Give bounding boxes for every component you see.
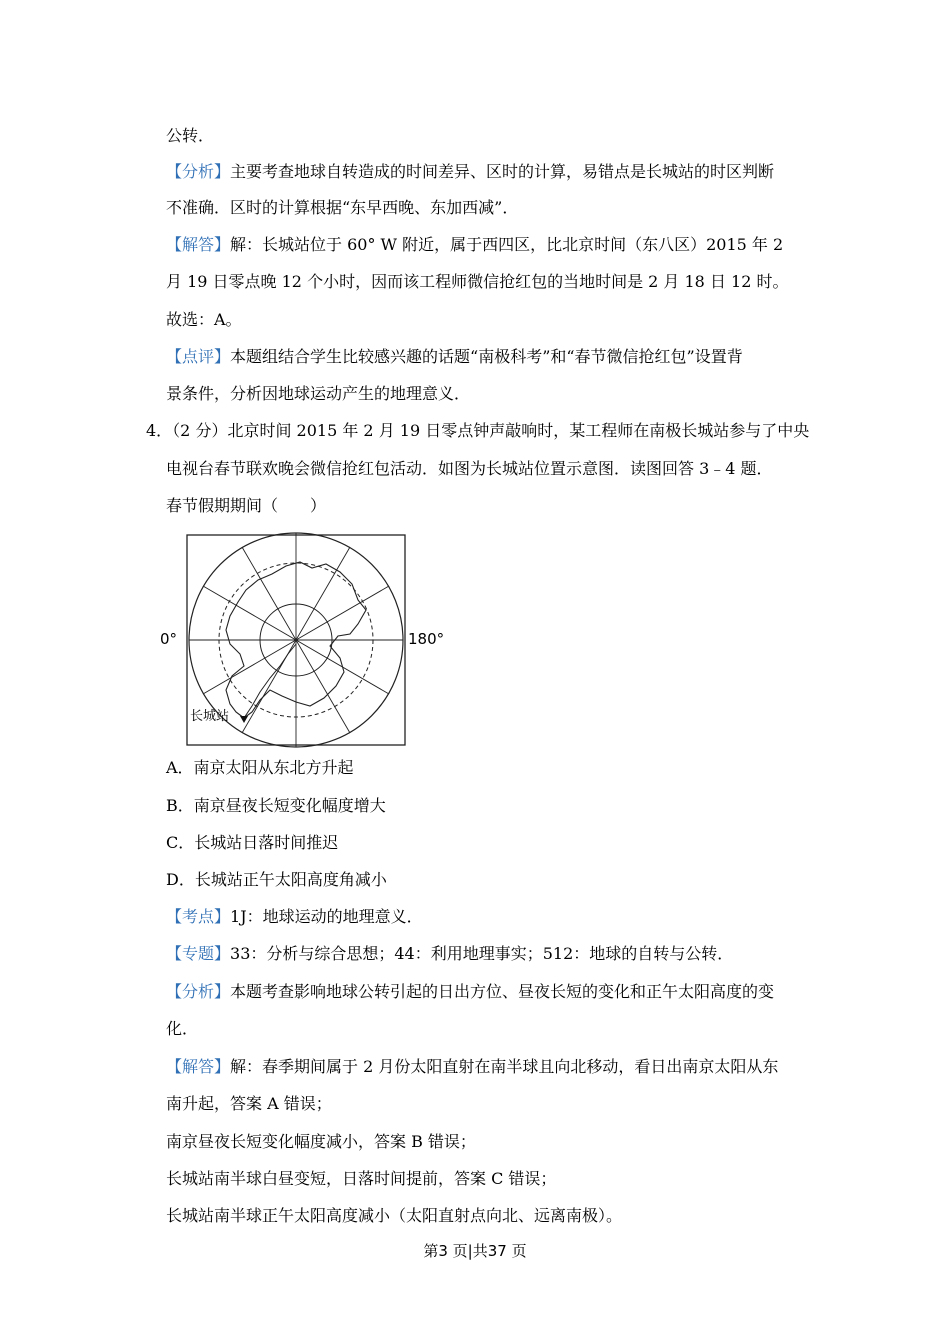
q4-analysis-line1 <box>166 982 774 1002</box>
q4-stem-line3: 春节假期期间（ ） <box>166 496 327 515</box>
page-footer: 第3 页|共37 页 <box>423 1242 527 1260</box>
option-b: B．南京昼夜长短变化幅度增大 <box>166 796 386 815</box>
analysis-tag: 【分析】 <box>166 982 231 1001</box>
polar-map-svg <box>160 530 450 750</box>
q3-answer-line1 <box>166 235 783 255</box>
zhuanti-text: 33：分析与综合思想；44：利用地理事实；512：地球的自转与公转． <box>230 944 734 963</box>
q4-answer-line4: 长城站南半球白昼变短，日落时间提前，答案 C 错误； <box>166 1169 557 1188</box>
analysis-tag: 【分析】 <box>166 162 231 181</box>
analysis-text: 主要考查地球自转造成的时间差异、区时的计算，易错点是长城站的时区判断 <box>230 162 775 181</box>
q3-answer-line3: 故选：A。 <box>166 310 242 329</box>
kaodian-tag: 【考点】 <box>166 907 231 926</box>
q3-analysis-line2: 不准确．区时的计算根据“东早西晚、东加西减”． <box>166 198 519 217</box>
q4-analysis-line2: 化． <box>166 1019 199 1038</box>
q4-kaodian <box>166 907 423 927</box>
label-0-degree: 0° <box>160 630 178 648</box>
prev-continuation: 公转． <box>166 126 215 145</box>
option-a: A．南京太阳从东北方升起 <box>166 758 354 777</box>
q3-analysis-line1 <box>166 162 774 182</box>
q3-answer-line2: 月 19 日零点晚 12 个小时，因而该工程师微信抢红包的当地时间是 2 月 18 日 12 时。 <box>166 272 789 291</box>
option-d: D．长城站正午太阳高度角减小 <box>166 870 387 889</box>
answer-tag: 【解答】 <box>166 1057 231 1076</box>
answer-tag: 【解答】 <box>166 235 231 254</box>
zhuanti-tag: 【专题】 <box>166 944 231 963</box>
comment-text: 本题组结合学生比较感兴趣的话题“南极科考”和“春节微信抢红包”设置背 <box>230 347 743 366</box>
q3-comment-line2: 景条件，分析因地球运动产生的地理意义． <box>166 384 471 403</box>
q4-answer-line2: 南升起，答案 A 错误； <box>166 1094 332 1113</box>
q4-stem-line2: 电视台春节联欢晚会微信抢红包活动．如图为长城站位置示意图．读图回答 3﹣4 题． <box>166 459 773 478</box>
q4-stem-line1: 4．（2 分）北京时间 2015 年 2 月 19 日零点钟声敲响时，某工程师在南极长城站参与了中央 <box>146 421 810 440</box>
analysis-text: 本题考查影响地球公转引起的日出方位、昼夜长短的变化和正午太阳高度的变 <box>230 982 775 1001</box>
q4-answer-line1 <box>166 1057 778 1077</box>
kaodian-text: 1J：地球运动的地理意义． <box>230 907 423 926</box>
answer-text: 解：春季期间属于 2 月份太阳直射在南半球且向北移动，看日出南京太阳从东 <box>230 1057 779 1076</box>
answer-text: 解：长城站位于 60° W 附近，属于西四区，比北京时间（东八区）2015 年 2 <box>230 235 784 254</box>
option-c: C．长城站日落时间推迟 <box>166 833 339 852</box>
label-changcheng-station: 长城站 <box>190 709 230 724</box>
q4-answer-line3: 南京昼夜长短变化幅度减小，答案 B 错误； <box>166 1132 476 1151</box>
comment-tag: 【点评】 <box>166 347 231 366</box>
station-location-map <box>160 530 450 750</box>
label-180-degree: 180° <box>408 630 445 648</box>
station-marker-icon <box>240 716 248 723</box>
q3-comment-line1 <box>166 347 743 367</box>
q4-zhuanti <box>166 944 733 964</box>
q4-answer-line5: 长城站南半球正午太阳高度减小（太阳直射点向北、远离南极）。 <box>166 1206 623 1225</box>
